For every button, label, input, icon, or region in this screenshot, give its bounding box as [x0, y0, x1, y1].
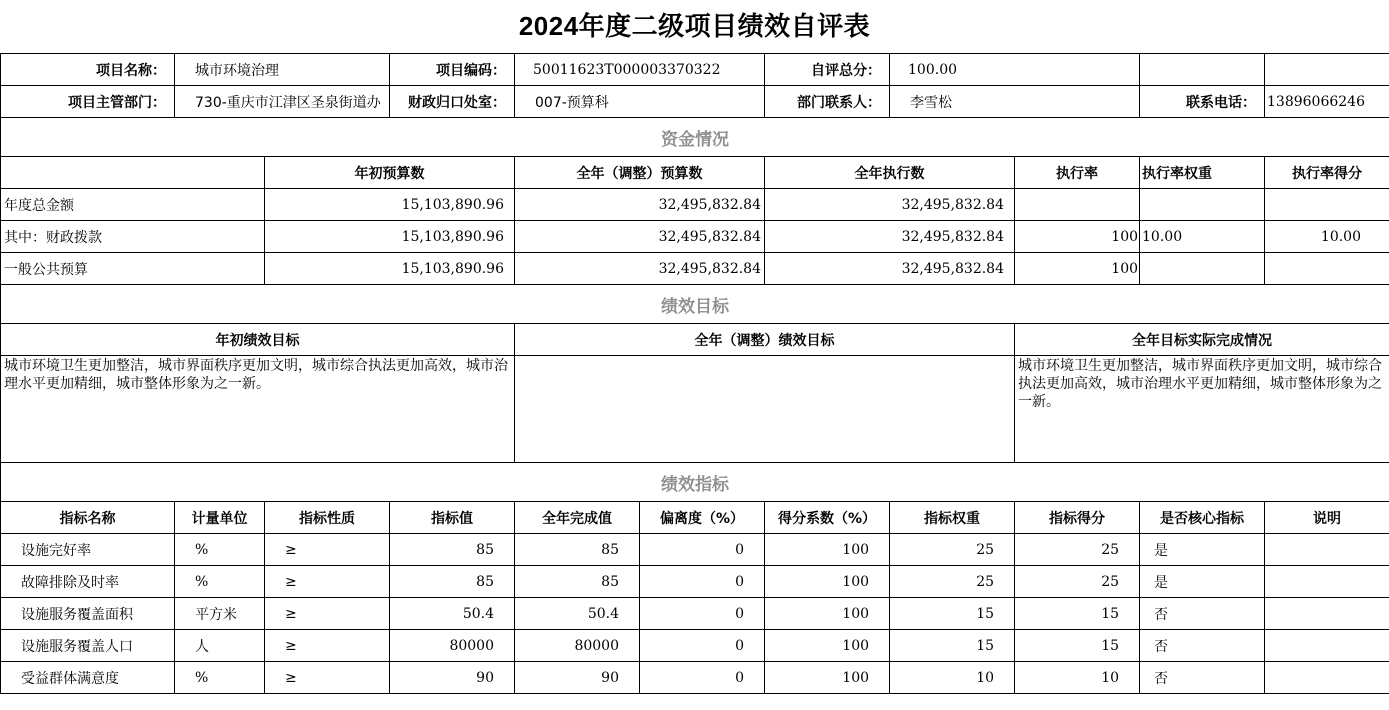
ind-nature: ≥ — [265, 534, 390, 566]
ind-deviation: 0 — [640, 662, 765, 694]
indicator-row — [1, 566, 1389, 598]
funds-row-initial: 15,103,890.96 — [265, 189, 515, 221]
ind-target: 85 — [390, 566, 515, 598]
funds-row-rate: 100 — [1015, 253, 1140, 285]
ind-actual: 90 — [515, 662, 640, 694]
ind-score: 10 — [1015, 662, 1140, 694]
ind-unit: % — [175, 566, 265, 598]
funds-row-weight — [1140, 253, 1265, 285]
goals-adjusted-text — [515, 356, 1015, 463]
indicators-section-row — [1, 463, 1389, 502]
funds-row-name: 其中：财政拨款 — [1, 221, 265, 253]
ind-header-weight: 指标权重 — [890, 502, 1015, 534]
ind-note — [1265, 662, 1389, 694]
funds-row — [1, 189, 1389, 221]
phone-label: 联系电话： — [1140, 86, 1265, 118]
ind-note — [1265, 630, 1389, 662]
evaluation-table — [0, 53, 1389, 694]
funds-row-rate — [1015, 189, 1140, 221]
goals-header-initial: 年初绩效目标 — [1, 324, 515, 356]
ind-header-unit: 计量单位 — [175, 502, 265, 534]
funds-header-initial: 年初预算数 — [265, 157, 515, 189]
ind-coef: 100 — [765, 566, 890, 598]
info-blank-cell — [1265, 54, 1389, 86]
ind-name: 设施服务覆盖人口 — [1, 630, 175, 662]
goals-header-adjusted: 全年（调整）绩效目标 — [515, 324, 1015, 356]
ind-header-coef: 得分系数（%） — [765, 502, 890, 534]
ind-coef: 100 — [765, 598, 890, 630]
ind-weight: 15 — [890, 630, 1015, 662]
funds-row-score — [1265, 253, 1389, 285]
ind-header-score: 指标得分 — [1015, 502, 1140, 534]
ind-nature: ≥ — [265, 598, 390, 630]
indicator-row — [1, 534, 1389, 566]
funds-row-adjusted: 32,495,832.84 — [515, 253, 765, 285]
ind-deviation: 0 — [640, 534, 765, 566]
ind-name: 受益群体满意度 — [1, 662, 175, 694]
goals-header-actual: 全年目标实际完成情况 — [1015, 324, 1389, 356]
ind-coef: 100 — [765, 630, 890, 662]
funds-row-adjusted: 32,495,832.84 — [515, 189, 765, 221]
ind-unit: 人 — [175, 630, 265, 662]
indicator-row — [1, 662, 1389, 694]
ind-unit: % — [175, 534, 265, 566]
phone-value: 13896066246 — [1265, 86, 1389, 118]
dept-label: 项目主管部门： — [1, 86, 175, 118]
funds-row-initial: 15,103,890.96 — [265, 221, 515, 253]
ind-weight: 25 — [890, 534, 1015, 566]
ind-header-note: 说明 — [1265, 502, 1389, 534]
ind-note — [1265, 534, 1389, 566]
info-row-1 — [1, 54, 1389, 86]
ind-header-nature: 指标性质 — [265, 502, 390, 534]
funds-row-score — [1265, 189, 1389, 221]
finance-label: 财政归口处室： — [390, 86, 515, 118]
ind-nature: ≥ — [265, 566, 390, 598]
funds-row — [1, 253, 1389, 285]
project-name-value: 城市环境治理 — [175, 54, 390, 86]
goals-initial-text: 城市环境卫生更加整洁，城市界面秩序更加文明，城市综合执法更加高效，城市治理水平更加精细，城市整体形象为之一新。 — [1, 356, 515, 463]
page-title: 2024年度二级项目绩效自评表 — [518, 11, 871, 41]
ind-score: 15 — [1015, 598, 1140, 630]
indicators-section-title: 绩效指标 — [1, 463, 1389, 502]
goals-actual-text: 城市环境卫生更加整洁，城市界面秩序更加文明，城市综合执法更加高效，城市治理水平更加精细，城市整体形象为之一新。 — [1015, 356, 1389, 463]
ind-coef: 100 — [765, 662, 890, 694]
ind-weight: 10 — [890, 662, 1015, 694]
funds-row-executed: 32,495,832.84 — [765, 253, 1015, 285]
funds-row-executed: 32,495,832.84 — [765, 189, 1015, 221]
ind-actual: 80000 — [515, 630, 640, 662]
ind-name: 设施服务覆盖面积 — [1, 598, 175, 630]
funds-row-executed: 32,495,832.84 — [765, 221, 1015, 253]
ind-weight: 15 — [890, 598, 1015, 630]
ind-core: 否 — [1140, 662, 1265, 694]
ind-coef: 100 — [765, 534, 890, 566]
ind-nature: ≥ — [265, 630, 390, 662]
ind-target: 50.4 — [390, 598, 515, 630]
funds-row-adjusted: 32,495,832.84 — [515, 221, 765, 253]
ind-nature: ≥ — [265, 662, 390, 694]
funds-header-weight: 执行率权重 — [1140, 157, 1265, 189]
ind-actual: 50.4 — [515, 598, 640, 630]
indicator-row — [1, 598, 1389, 630]
ind-header-name: 指标名称 — [1, 502, 175, 534]
ind-core: 是 — [1140, 566, 1265, 598]
ind-target: 85 — [390, 534, 515, 566]
ind-actual: 85 — [515, 534, 640, 566]
total-score-label: 自评总分： — [765, 54, 890, 86]
funds-row — [1, 221, 1389, 253]
ind-deviation: 0 — [640, 566, 765, 598]
total-score-value: 100.00 — [890, 54, 1140, 86]
dept-value: 730-重庆市江津区圣泉街道办 — [175, 86, 390, 118]
funds-header-rate: 执行率 — [1015, 157, 1140, 189]
ind-target: 90 — [390, 662, 515, 694]
ind-unit: 平方米 — [175, 598, 265, 630]
ind-target: 80000 — [390, 630, 515, 662]
ind-header-actual: 全年完成值 — [515, 502, 640, 534]
funds-section-title: 资金情况 — [1, 118, 1389, 157]
goals-section-title: 绩效目标 — [1, 285, 1389, 324]
ind-deviation: 0 — [640, 630, 765, 662]
ind-score: 15 — [1015, 630, 1140, 662]
funds-row-name: 一般公共预算 — [1, 253, 265, 285]
funds-row-rate: 100 — [1015, 221, 1140, 253]
ind-score: 25 — [1015, 534, 1140, 566]
indicators-header-row — [1, 502, 1389, 534]
funds-row-name: 年度总金额 — [1, 189, 265, 221]
funds-header-executed: 全年执行数 — [765, 157, 1015, 189]
funds-header-adjusted: 全年（调整）预算数 — [515, 157, 765, 189]
ind-unit: % — [175, 662, 265, 694]
funds-row-weight — [1140, 189, 1265, 221]
goals-section-row — [1, 285, 1389, 324]
finance-value: 007-预算科 — [515, 86, 765, 118]
indicator-row — [1, 630, 1389, 662]
ind-score: 25 — [1015, 566, 1140, 598]
ind-header-target: 指标值 — [390, 502, 515, 534]
ind-note — [1265, 566, 1389, 598]
funds-row-initial: 15,103,890.96 — [265, 253, 515, 285]
project-code-value: 50011623T000003370322 — [515, 54, 765, 86]
project-code-label: 项目编码： — [390, 54, 515, 86]
ind-note — [1265, 598, 1389, 630]
ind-weight: 25 — [890, 566, 1015, 598]
funds-header-score: 执行率得分 — [1265, 157, 1389, 189]
info-blank-cell — [1140, 54, 1265, 86]
ind-core: 否 — [1140, 598, 1265, 630]
ind-header-deviation: 偏离度（%） — [640, 502, 765, 534]
funds-section-row — [1, 118, 1389, 157]
ind-core: 否 — [1140, 630, 1265, 662]
project-name-label: 项目名称： — [1, 54, 175, 86]
ind-actual: 85 — [515, 566, 640, 598]
funds-row-weight: 10.00 — [1140, 221, 1265, 253]
goals-content-row — [1, 356, 1389, 463]
goals-header-row — [1, 324, 1389, 356]
funds-row-score: 10.00 — [1265, 221, 1389, 253]
ind-header-core: 是否核心指标 — [1140, 502, 1265, 534]
ind-core: 是 — [1140, 534, 1265, 566]
info-row-2 — [1, 86, 1389, 118]
contact-value: 李雪松 — [890, 86, 1140, 118]
contact-label: 部门联系人： — [765, 86, 890, 118]
ind-deviation: 0 — [640, 598, 765, 630]
ind-name: 故障排除及时率 — [1, 566, 175, 598]
funds-header-row — [1, 157, 1389, 189]
funds-header-blank — [1, 157, 265, 189]
ind-name: 设施完好率 — [1, 534, 175, 566]
